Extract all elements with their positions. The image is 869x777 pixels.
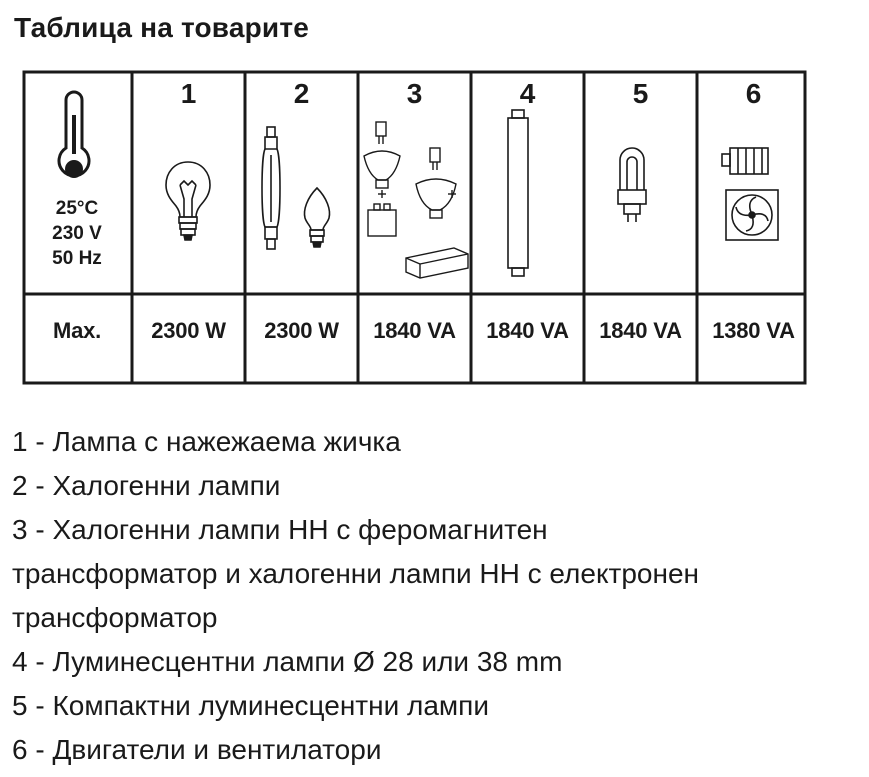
halogen-lamps-icon xyxy=(262,127,330,249)
column-number-4: 4 xyxy=(519,78,536,109)
legend-item-5: 5 - Компактни луминесцентни лампи xyxy=(12,690,489,721)
max-value-4: 1840 VA xyxy=(486,318,569,343)
legend-item-3-continued-2: трансформатор xyxy=(12,602,218,633)
legend-item-3: 3 - Халогенни лампи НН с феромагнитен xyxy=(12,514,548,545)
column-number-2: 2 xyxy=(293,78,310,109)
compact-fluorescent-lamp-icon xyxy=(618,148,646,222)
page-title: Таблица на товарите xyxy=(14,12,310,43)
low-voltage-halogen-transformer-icon xyxy=(364,122,468,278)
max-value-2: 2300 W xyxy=(264,318,339,343)
column-number-6: 6 xyxy=(745,78,762,109)
incandescent-bulb-icon xyxy=(166,162,210,240)
column-number-5: 5 xyxy=(632,78,649,109)
legend-list xyxy=(12,420,862,772)
legend-item-4: 4 - Луминесцентни лампи Ø 28 или 38 mm xyxy=(12,646,563,677)
max-value-6: 1380 VA xyxy=(712,318,795,343)
column-number-1: 1 xyxy=(180,78,197,109)
max-value-3: 1840 VA xyxy=(373,318,456,343)
condition-temperature: 25°C xyxy=(55,198,99,219)
legend-item-2: 2 - Халогенни лампи xyxy=(12,470,281,501)
condition-voltage: 230 V xyxy=(52,223,102,244)
legend-item-1: 1 - Лампа с нажежаема жичка xyxy=(12,426,401,457)
thermometer-icon xyxy=(59,92,89,178)
max-value-1: 2300 W xyxy=(151,318,226,343)
motor-fan-icon xyxy=(722,148,778,240)
max-label: Max. xyxy=(52,318,102,343)
legend-item-3-continued: трансформатор и халогенни лампи НН с електронен xyxy=(12,558,699,589)
legend-item-6: 6 - Двигатели и вентилатори xyxy=(12,734,382,765)
max-value-5: 1840 VA xyxy=(599,318,682,343)
column-number-3: 3 xyxy=(406,78,423,109)
fluorescent-tube-icon xyxy=(508,110,528,276)
load-table xyxy=(22,70,807,385)
condition-frequency: 50 Hz xyxy=(52,248,102,269)
